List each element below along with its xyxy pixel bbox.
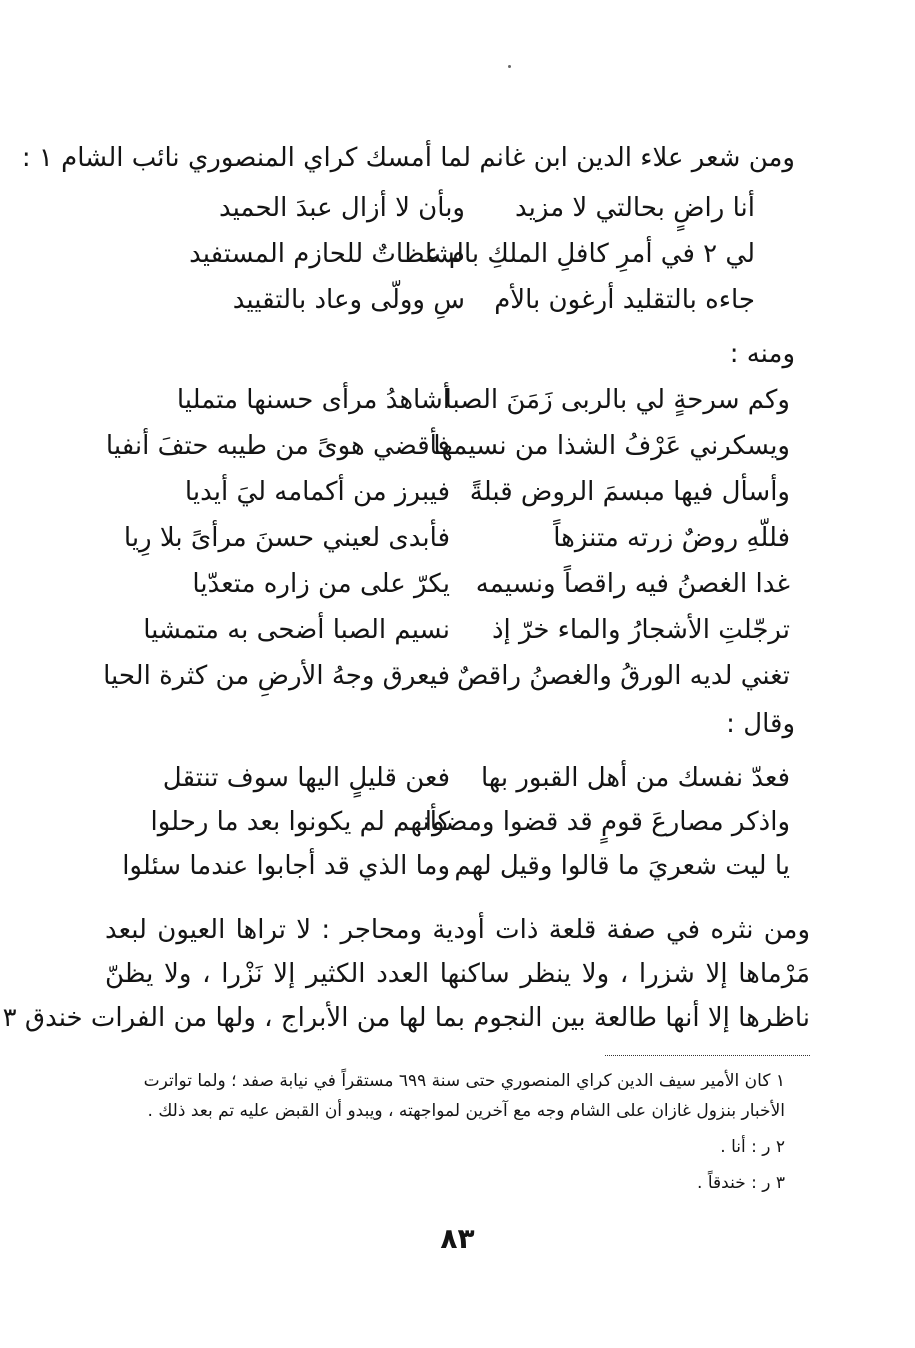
- footnote-line: ١ كان الأمير سيف الدين كراي المنصوري حتى سنة ٦٩٩ مستقراً في نيابة صفد ؛ ولما تواترت: [143, 1071, 785, 1091]
- prose-line: مَرْماها إلا شزرا ، ولا ينظر ساكنها العدد الكثير إلا نَزْرا ، ولا يظنّ: [105, 959, 810, 989]
- verse-left-hemistich: فأقضي هوىً من طيبه حتفَ أنفيا: [105, 431, 450, 461]
- verse-right-hemistich: واذكر مصارعَ قومٍ قد قضوا ومضوا: [424, 807, 790, 837]
- verse-left-hemistich: نسيم الصبا أضحى به متمشيا: [143, 615, 450, 645]
- verse-left-hemistich: وما الذي قد أجابوا عندما سئلوا: [122, 851, 450, 881]
- verse-left-hemistich: وبأن لا أزال عبدَ الحميد: [218, 193, 465, 223]
- intro-heading-2: ومنه :: [729, 339, 795, 369]
- verse-left-hemistich: فأبدى لعيني حسنَ مرأىً بلا رِيا: [123, 523, 450, 553]
- footnote-line: ٢ ر : أنا .: [720, 1137, 785, 1157]
- intro-heading-1: ومن شعر علاء الدين ابن غانم لما أمسك كراي المنصوري نائب الشام ١ :: [21, 143, 795, 173]
- intro-heading-3: وقال :: [726, 709, 795, 739]
- verse-left-hemistich: م عظاتٌ للحازم المستفيد: [189, 239, 465, 269]
- verse-left-hemistich: كأنهم لم يكونوا بعد ما رحلوا: [150, 807, 450, 837]
- verse-right-hemistich: ويسكرني عَرْفُ الشذا من نسيمها: [433, 431, 790, 461]
- verse-right-hemistich: لي ٢ في أمرِ كافلِ الملكِ بالشا: [424, 239, 755, 269]
- verse-right-hemistich: تغني لديه الورقُ والغصنُ راقصٌ: [456, 661, 790, 691]
- verse-left-hemistich: فيبرز من أكمامه ليَ أيديا: [184, 477, 450, 507]
- verse-left-hemistich: فيعرق وجهُ الأرضِ من كثرة الحيا: [103, 661, 450, 691]
- verse-right-hemistich: فعدّ نفسك من أهل القبور بها: [480, 763, 790, 793]
- verse-right-hemistich: يا ليت شعريَ ما قالوا وقيل لهم: [454, 851, 790, 881]
- verse-left-hemistich: يكرّ على من زاره متعدّيا: [192, 569, 450, 599]
- footnote-line: ٣ ر : خندقاً .: [697, 1173, 785, 1193]
- verse-right-hemistich: أنا راضٍ بحالتي لا مزيد: [514, 193, 755, 223]
- prose-line: ومن نثره في صفة قلعة ذات أودية ومحاجر : لا تراها العيون لبعد: [105, 915, 810, 945]
- page-number: ٨٣: [440, 1222, 475, 1255]
- verse-left-hemistich: أشاهدُ مرأى حسنها متمليا: [176, 385, 450, 415]
- footnote-separator: [605, 1055, 810, 1056]
- footnote-line: الأخبار بنزول غازان على الشام وجه مع آخرين لمواجهته ، ويبدو أن القبض عليه تم بعد ذلك .: [147, 1101, 785, 1121]
- verse-right-hemistich: جاءه بالتقليد أرغون بالأم: [494, 285, 755, 315]
- print-speck: [508, 65, 511, 68]
- prose-line: ناظرها إلا أنها طالعة بين النجوم بما لها من الأبراج ، ولها من الفرات خندق ٣: [2, 1003, 810, 1033]
- verse-right-hemistich: غدا الغصنُ فيه راقصاً ونسيمه: [475, 569, 790, 599]
- verse-right-hemistich: وكم سرحةٍ لي بالربى زَمَنَ الصبا: [444, 385, 790, 415]
- verse-left-hemistich: فعن قليلٍ اليها سوف تنتقل: [162, 763, 450, 793]
- verse-right-hemistich: وأسأل فيها مبسمَ الروض قبلةً: [469, 477, 790, 507]
- verse-right-hemistich: ترجّلتِ الأشجارُ والماء خرّ إذ: [491, 615, 790, 645]
- verse-left-hemistich: سِ وولّى وعاد بالتقييد: [232, 285, 465, 315]
- verse-right-hemistich: فللّهِ روضٌ زرته متنزهاً: [553, 523, 790, 553]
